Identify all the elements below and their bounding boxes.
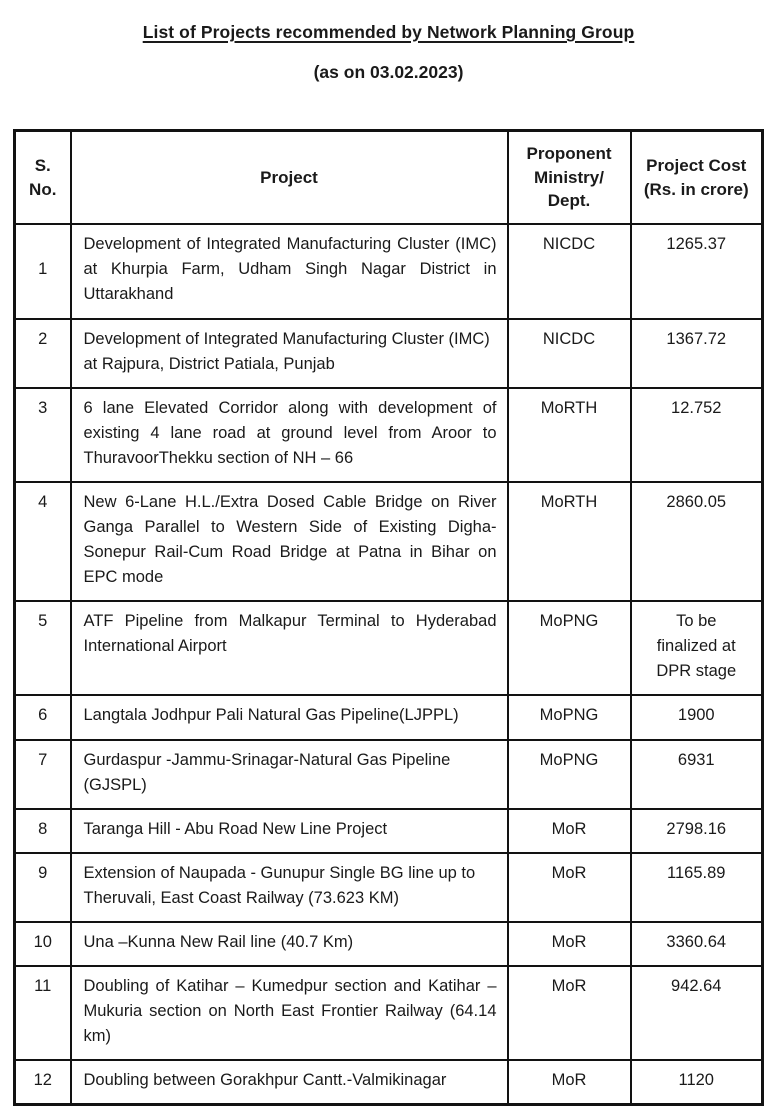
cell-project-cost: 1367.72 (631, 319, 763, 388)
cell-project-name: Development of Integrated Manufacturing Cluster (IMC) at Rajpura, District Patiala, Punjab (71, 319, 508, 388)
table-row (15, 740, 763, 809)
cell-project-cost: 1120 (631, 1060, 763, 1105)
header-project: Project (71, 130, 508, 224)
document-subtitle-text: (as on 03.02.2023) (313, 61, 464, 82)
cell-serial-number: 6 (15, 695, 71, 739)
cell-serial-number: 5 (15, 601, 71, 695)
cell-project-name: Una –Kunna New Rail line (40.7 Km) (71, 922, 508, 966)
cell-serial-number: 4 (15, 482, 71, 601)
projects-table-header (15, 130, 763, 224)
header-sno: S. No. (15, 130, 71, 224)
cell-proponent-ministry: MoPNG (508, 740, 631, 809)
header-ministry: Proponent Ministry/ Dept. (508, 130, 631, 224)
cell-project-name: Doubling of Katihar – Kumedpur section and Katihar – Mukuria section on North East Frontier Railway (64.14 km) (71, 966, 508, 1060)
projects-table-body (15, 224, 763, 1105)
table-row (15, 922, 763, 966)
table-row (15, 388, 763, 482)
cell-proponent-ministry: MoPNG (508, 695, 631, 739)
table-row (15, 853, 763, 922)
cell-project-cost: 12.752 (631, 388, 763, 482)
cell-project-name: Extension of Naupada - Gunupur Single BG line up to Theruvali, East Coast Railway (73.623 KM) (71, 853, 508, 922)
header-cost: Project Cost (Rs. in crore) (631, 130, 763, 224)
cell-proponent-ministry: MoRTH (508, 388, 631, 482)
cell-serial-number: 3 (15, 388, 71, 482)
cell-project-cost: 2860.05 (631, 482, 763, 601)
cell-proponent-ministry: MoR (508, 1060, 631, 1105)
cell-project-cost: 1165.89 (631, 853, 763, 922)
cell-project-name: Gurdaspur -Jammu-Srinagar-Natural Gas Pipeline (GJSPL) (71, 740, 508, 809)
cell-proponent-ministry: MoR (508, 853, 631, 922)
cell-project-cost: 2798.16 (631, 809, 763, 853)
table-row (15, 1060, 763, 1105)
cell-serial-number: 7 (15, 740, 71, 809)
cell-serial-number: 12 (15, 1060, 71, 1105)
header-row (15, 130, 763, 224)
cell-proponent-ministry: NICDC (508, 224, 631, 318)
cell-project-name: ATF Pipeline from Malkapur Terminal to Hyderabad International Airport (71, 601, 508, 695)
table-row (15, 224, 763, 318)
cell-serial-number: 2 (15, 319, 71, 388)
cell-project-cost: 942.64 (631, 966, 763, 1060)
cell-project-name: Doubling between Gorakhpur Cantt.-Valmikinagar (71, 1060, 508, 1105)
table-row (15, 695, 763, 739)
cell-project-name: Taranga Hill - Abu Road New Line Project (71, 809, 508, 853)
cell-project-cost: 1900 (631, 695, 763, 739)
cell-serial-number: 10 (15, 922, 71, 966)
cell-serial-number: 9 (15, 853, 71, 922)
document-title-text: List of Projects recommended by Network Planning Group (142, 22, 635, 42)
cell-serial-number: 8 (15, 809, 71, 853)
table-row (15, 319, 763, 388)
cell-project-name: 6 lane Elevated Corridor along with development of existing 4 lane road at ground level from Aroor to ThuravoorThekku section of NH – 66 (71, 388, 508, 482)
cell-serial-number: 11 (15, 966, 71, 1060)
table-row (15, 966, 763, 1060)
cell-project-cost: 3360.64 (631, 922, 763, 966)
cell-project-name: Langtala Jodhpur Pali Natural Gas Pipeline(LJPPL) (71, 695, 508, 739)
cell-proponent-ministry: MoR (508, 809, 631, 853)
cell-proponent-ministry: MoR (508, 966, 631, 1060)
table-row (15, 482, 763, 601)
cell-project-name: Development of Integrated Manufacturing Cluster (IMC) at Khurpia Farm, Udham Singh Nagar District in Uttarakhand (71, 224, 508, 318)
cell-project-cost: 6931 (631, 740, 763, 809)
cell-serial-number: 1 (15, 224, 71, 318)
cell-proponent-ministry: MoRTH (508, 482, 631, 601)
cell-proponent-ministry: MoPNG (508, 601, 631, 695)
cell-project-cost: 1265.37 (631, 224, 763, 318)
cell-proponent-ministry: NICDC (508, 319, 631, 388)
cell-project-name: New 6-Lane H.L./Extra Dosed Cable Bridge on River Ganga Parallel to Western Side of Existing Digha-Sonepur Rail-Cum Road Bridge at Patna in Bihar on EPC mode (71, 482, 508, 601)
cell-project-cost: To be finalized at DPR stage (631, 601, 763, 695)
document-title (0, 22, 777, 44)
cell-proponent-ministry: MoR (508, 922, 631, 966)
table-row (15, 601, 763, 695)
table-row (15, 809, 763, 853)
projects-table (13, 129, 764, 1106)
document-subtitle (0, 62, 777, 83)
